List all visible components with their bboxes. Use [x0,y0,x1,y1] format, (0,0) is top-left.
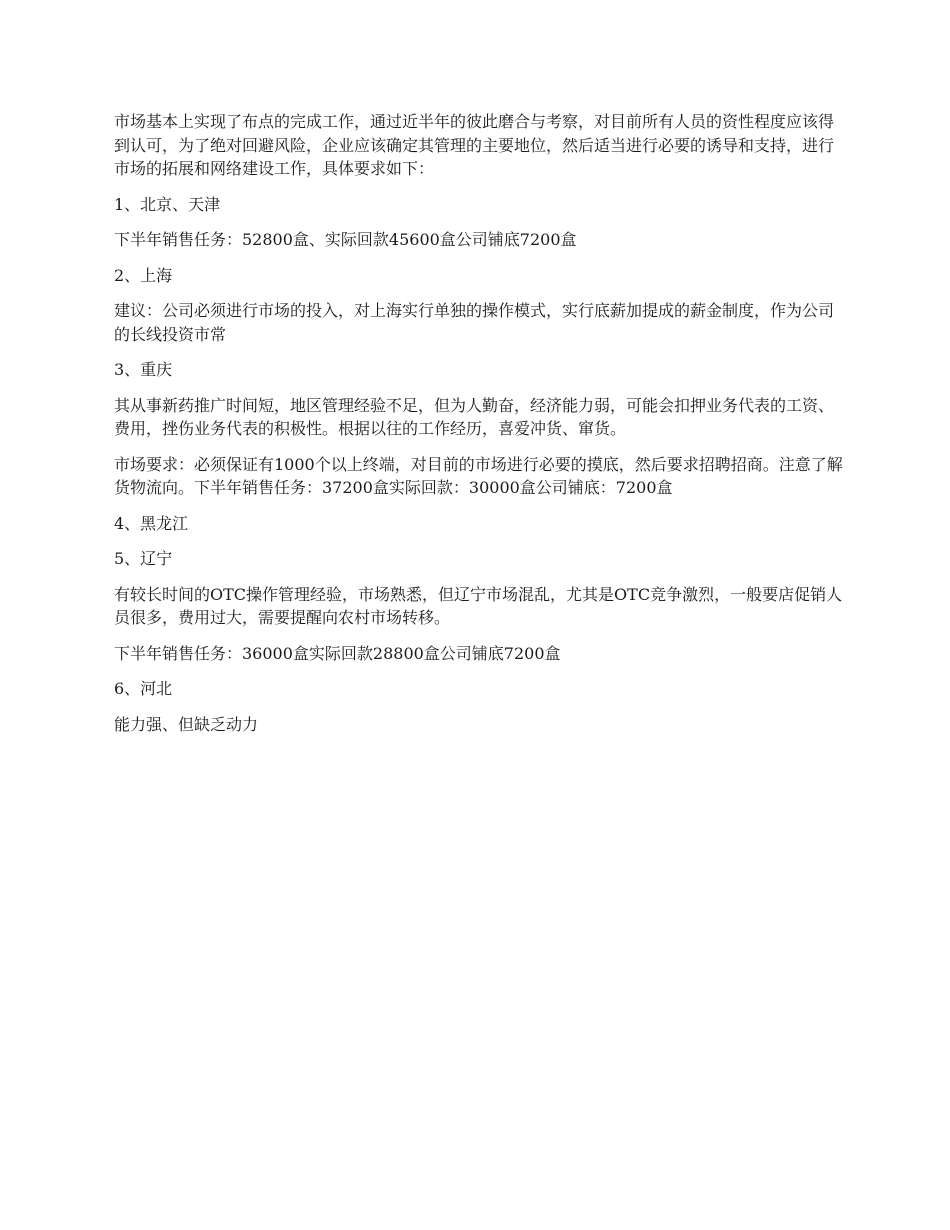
document-body [114,110,844,748]
heading-beijing-tianjin: 1、北京、天津 [114,194,221,214]
chongqing-market-requirements: 市场要求：必须保证有1000个以上终端，对目前的市场进行必要的摸底，然后要求招聘招商。注意了解货物流向。下半年销售任务：37200盒实际回款：30000盒公司铺底：7200盒 [114,454,843,497]
heading-liaoning: 5、辽宁 [114,549,173,568]
beijing-sales-task: 下半年销售任务：52800盒、实际回款45600盒公司铺底7200盒 [114,230,577,249]
chongqing-assessment: 其从事新药推广时间短，地区管理经验不足，但为人勤奋，经济能力弱，可能会扣押业务代表的工资、费用，挫伤业务代表的积极性。根据以往的工作经历，喜爱冲货、窜货。 [114,395,835,438]
shanghai-suggestion: 建议：公司必须进行市场的投入，对上海实行单独的操作模式，实行底薪加提成的薪金制度，作为公司的长线投资市常 [114,301,835,344]
heading-chongqing: 3、重庆 [114,360,173,379]
hebei-assessment: 能力强、但缺乏动力 [114,714,259,734]
heading-heilongjiang: 4、黑龙江 [114,513,189,533]
liaoning-assessment: 有较长时间的OTC操作管理经验，市场熟悉，但辽宁市场混乱，尤其是OTC竞争激烈，一般要店促销人员很多，费用过大，需要提醒向农村市场转移。 [114,584,843,627]
intro-paragraph: 市场基本上实现了布点的完成工作，通过近半年的彼此磨合与考察，对目前所有人员的资性程度应该得到认可，为了绝对回避风险，企业应该确定其管理的主要地位，然后适当进行必要的诱导和支持，进行市场的拓展和网络建设工作，具体要求如下： [114,112,835,178]
liaoning-sales-task: 下半年销售任务：36000盒实际回款28800盒公司铺底7200盒 [114,643,561,663]
heading-hebei: 6、河北 [114,679,173,698]
heading-shanghai: 2、上海 [114,265,173,285]
